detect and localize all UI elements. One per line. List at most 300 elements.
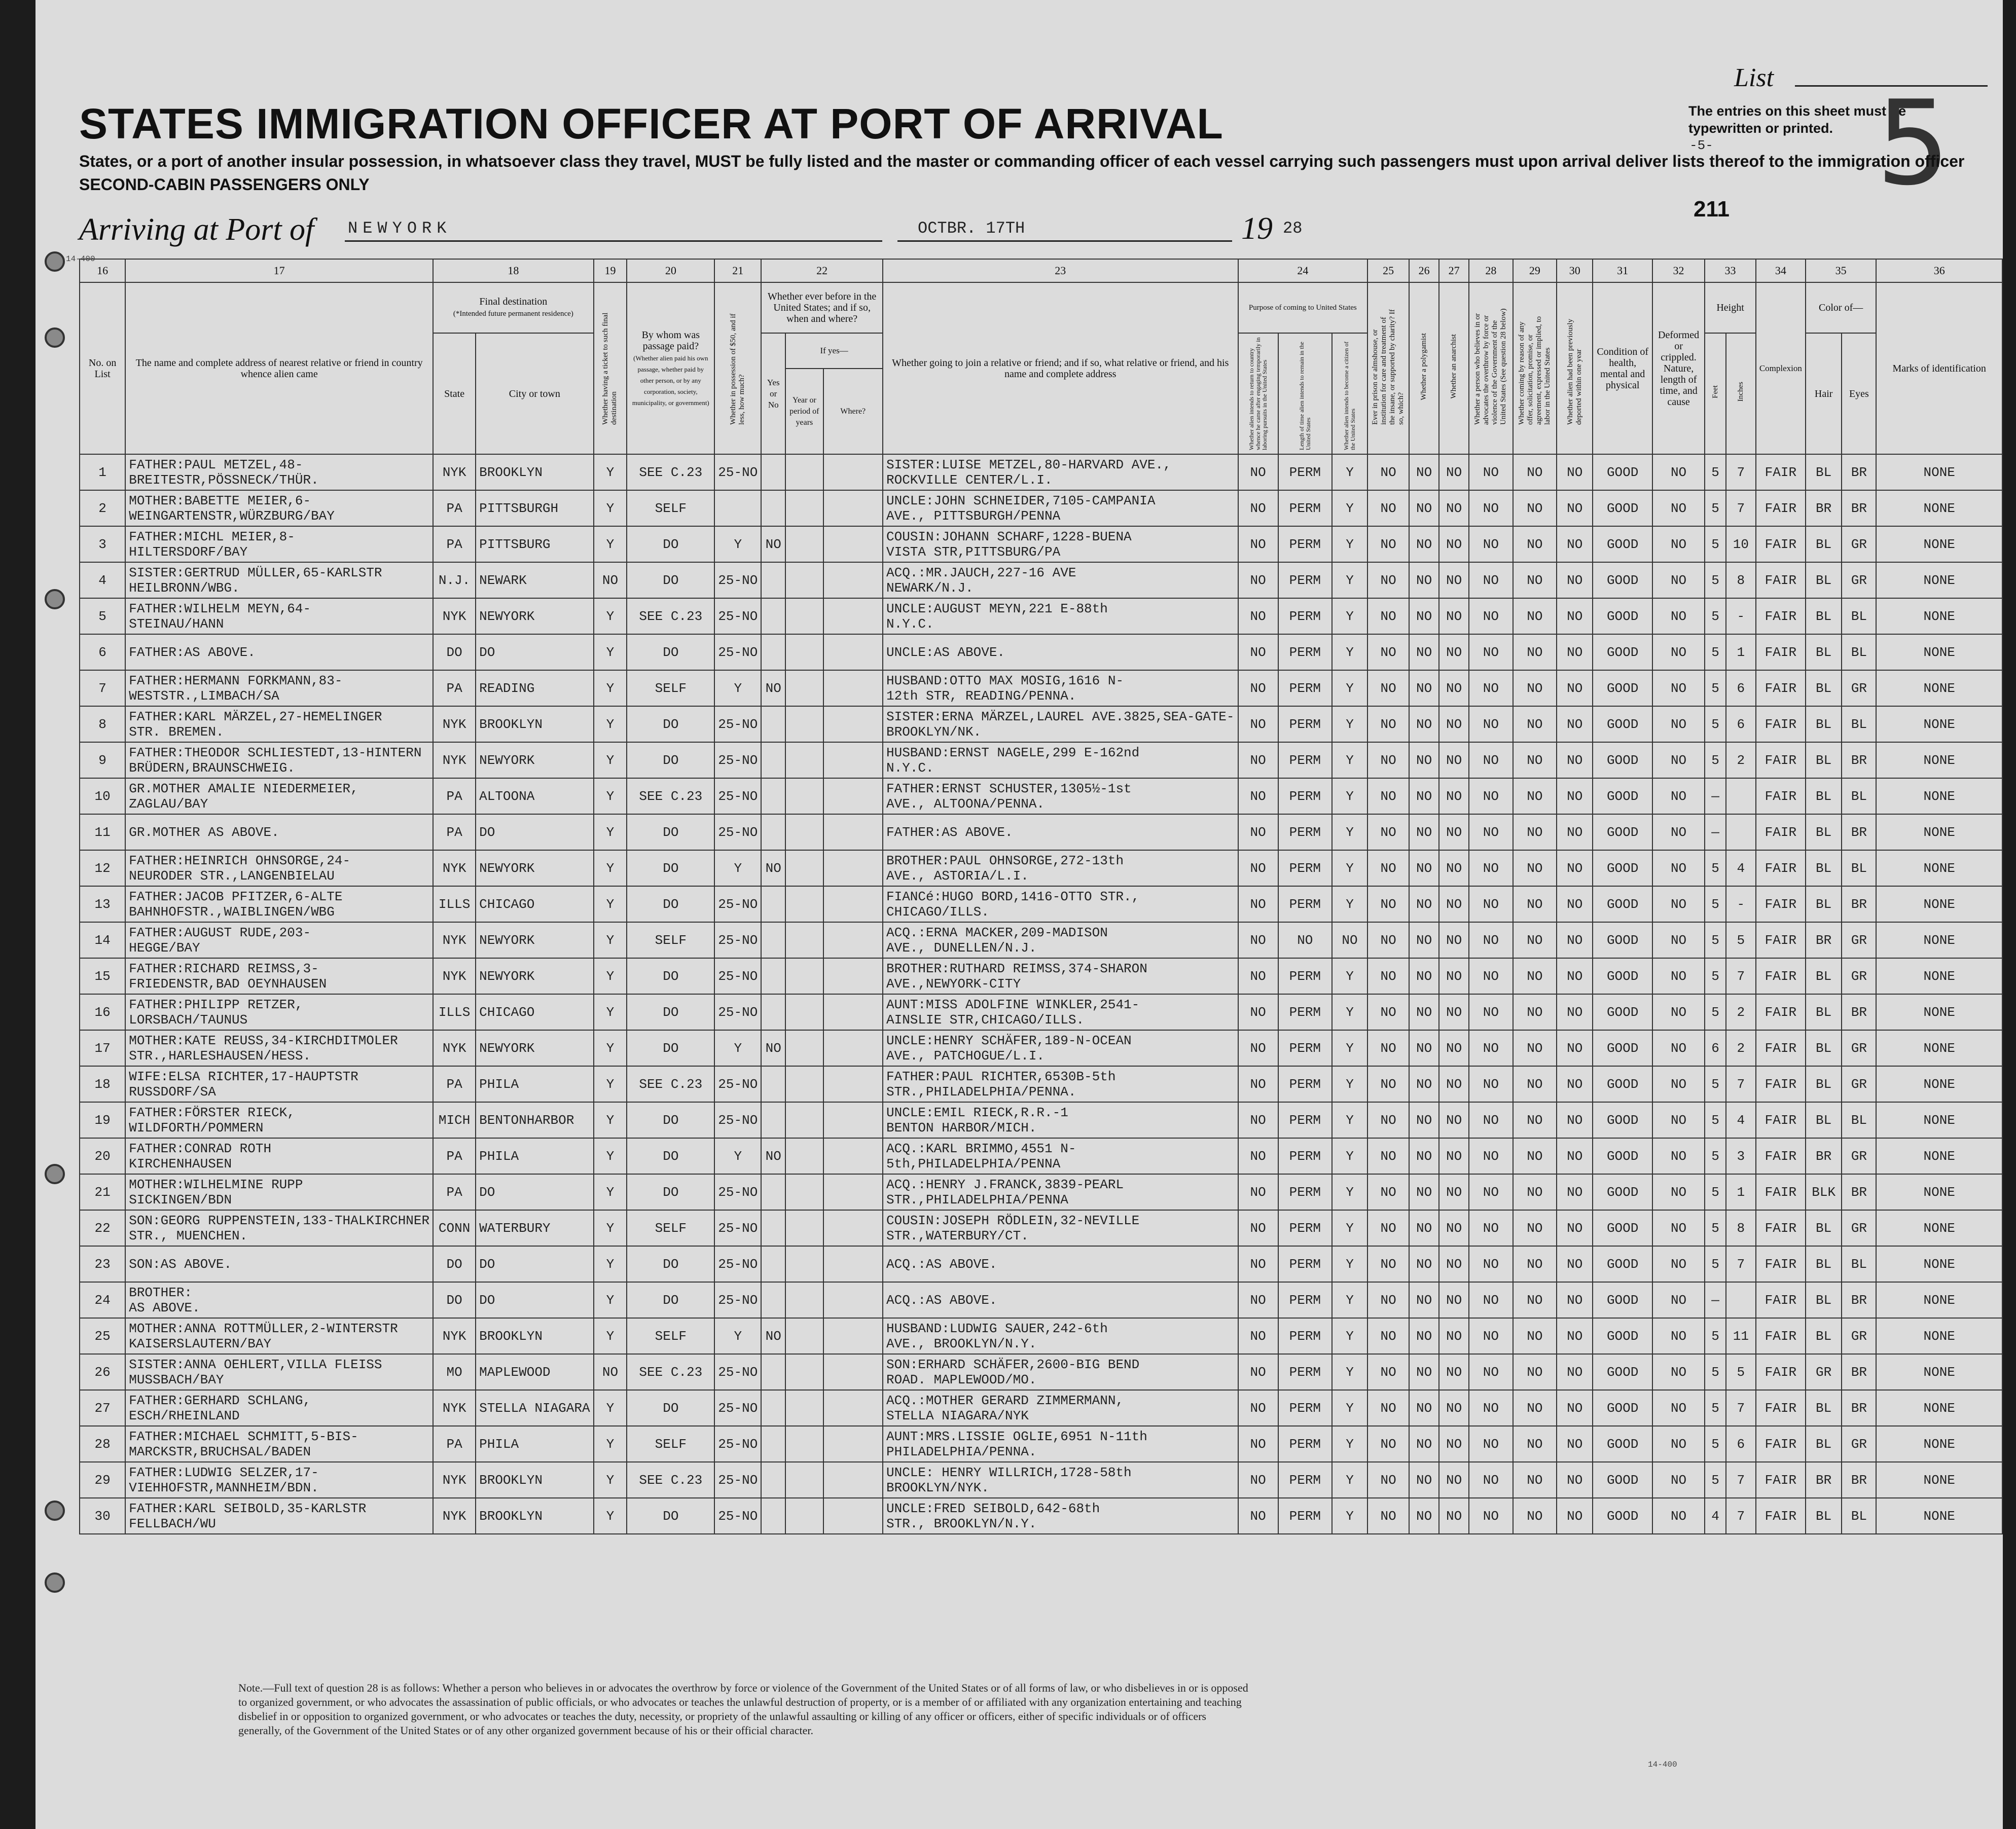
cell-money: 25-NO <box>714 1174 761 1210</box>
cell-relative-address <box>125 1462 433 1498</box>
sheet-small-number: -5- <box>1689 138 1713 153</box>
cell-before-in-us <box>761 1066 785 1102</box>
cell-passage-paid-by: DO <box>627 958 714 994</box>
joining-relative-line-1: SON:ERHARD SCHÄFER,2600-BIG BEND <box>886 1357 1140 1372</box>
cell-year-period <box>785 670 823 706</box>
cell-state: PA <box>433 814 476 850</box>
cell-purpose-citizen: Y <box>1332 1102 1367 1138</box>
cell-deformed: NO <box>1652 1282 1705 1318</box>
cell-joining-relative <box>883 994 1238 1030</box>
cell-height-feet: 6 <box>1705 1030 1726 1066</box>
cell-hair: BL <box>1806 958 1842 994</box>
cell-row-number: 8 <box>80 706 125 742</box>
relative-address-line-2: BREITESTR,PÖSSNECK/THÜR. <box>129 472 319 488</box>
cell-marks: NONE <box>1876 1318 2002 1354</box>
cell-joining-relative <box>883 1030 1238 1066</box>
cell-year-period <box>785 1354 823 1390</box>
c27-label: Whether an anarchist <box>1450 334 1458 399</box>
cell-passage-paid-by: SEE C.23 <box>627 598 714 634</box>
cell-purpose-citizen: Y <box>1332 958 1367 994</box>
cell-year-period <box>785 634 823 670</box>
cell-height-inches: 7 <box>1726 1246 1756 1282</box>
cell-height-feet: 5 <box>1705 454 1726 490</box>
cell-purpose-length: PERM <box>1278 1102 1332 1138</box>
cell-labor-offer: NO <box>1513 454 1557 490</box>
cell-passage-paid-by: DO <box>627 706 714 742</box>
cell-before-in-us: NO <box>761 670 785 706</box>
cell-height-feet: 5 <box>1705 1354 1726 1390</box>
cell-money: 25-NO <box>714 1210 761 1246</box>
cell-city: PHILA <box>476 1066 593 1102</box>
cell-height-feet: 5 <box>1705 994 1726 1030</box>
header-inches <box>1726 333 1756 454</box>
cell-purpose-return: NO <box>1238 1174 1278 1210</box>
cell-row-number: 21 <box>80 1174 125 1210</box>
cell-where <box>823 814 883 850</box>
cell-row-number: 23 <box>80 1246 125 1282</box>
binding-hole-icon <box>45 327 65 348</box>
cell-before-in-us <box>761 1354 785 1390</box>
cell-complexion: FAIR <box>1756 1282 1806 1318</box>
cell-overthrow: NO <box>1469 922 1513 958</box>
cell-marks: NONE <box>1876 1102 2002 1138</box>
cell-purpose-return: NO <box>1238 850 1278 886</box>
cell-joining-relative <box>883 1426 1238 1462</box>
cell-relative-address <box>125 1030 433 1066</box>
cell-eyes: GR <box>1842 1138 1876 1174</box>
col-num: 34 <box>1756 259 1806 282</box>
cell-ticket: Y <box>594 526 627 562</box>
cell-where <box>823 526 883 562</box>
cell-prison: NO <box>1367 526 1409 562</box>
cell-before-in-us <box>761 1246 785 1282</box>
joining-relative-line-2: N.Y.C. <box>886 760 934 776</box>
cell-anarchist: NO <box>1439 1318 1469 1354</box>
cell-relative-address <box>125 1426 433 1462</box>
cell-height-feet: 5 <box>1705 1174 1726 1210</box>
cell-eyes: BL <box>1842 598 1876 634</box>
cell-polygamist: NO <box>1409 1174 1439 1210</box>
cell-deformed: NO <box>1652 454 1705 490</box>
cell-city: DO <box>476 814 593 850</box>
cell-ticket: Y <box>594 886 627 922</box>
cell-eyes: BL <box>1842 778 1876 814</box>
cell-height-inches: 2 <box>1726 742 1756 778</box>
cell-deported: NO <box>1557 490 1593 526</box>
cell-deported: NO <box>1557 1138 1593 1174</box>
cell-complexion: FAIR <box>1756 850 1806 886</box>
col-num: 27 <box>1439 259 1469 282</box>
cell-polygamist: NO <box>1409 1246 1439 1282</box>
cell-labor-offer: NO <box>1513 742 1557 778</box>
cell-joining-relative <box>883 1354 1238 1390</box>
cell-deported: NO <box>1557 1426 1593 1462</box>
cell-where <box>823 1210 883 1246</box>
cell-overthrow: NO <box>1469 490 1513 526</box>
cell-joining-relative <box>883 1390 1238 1426</box>
cell-hair: BL <box>1806 1210 1842 1246</box>
cell-labor-offer: NO <box>1513 1030 1557 1066</box>
cell-complexion: FAIR <box>1756 1354 1806 1390</box>
cell-money: 25-NO <box>714 742 761 778</box>
cell-purpose-citizen: Y <box>1332 1066 1367 1102</box>
cell-passage-paid-by: DO <box>627 850 714 886</box>
cell-where <box>823 1318 883 1354</box>
cell-height-feet: 5 <box>1705 1138 1726 1174</box>
cell-city: NEWYORK <box>476 598 593 634</box>
date-line <box>897 240 1232 242</box>
cell-joining-relative <box>883 1246 1238 1282</box>
cell-relative-address <box>125 1318 433 1354</box>
cell-polygamist: NO <box>1409 1138 1439 1174</box>
cell-labor-offer: NO <box>1513 778 1557 814</box>
cell-joining-relative <box>883 454 1238 490</box>
cell-year-period <box>785 598 823 634</box>
cell-eyes: GR <box>1842 670 1876 706</box>
cell-purpose-return: NO <box>1238 922 1278 958</box>
cell-purpose-citizen: Y <box>1332 1138 1367 1174</box>
cell-prison: NO <box>1367 1246 1409 1282</box>
cell-height-feet: 5 <box>1705 1210 1726 1246</box>
cell-polygamist: NO <box>1409 1282 1439 1318</box>
cell-eyes: GR <box>1842 1318 1876 1354</box>
cell-deported: NO <box>1557 1174 1593 1210</box>
cell-complexion: FAIR <box>1756 526 1806 562</box>
cell-before-in-us <box>761 490 785 526</box>
cell-purpose-citizen: Y <box>1332 1246 1367 1282</box>
cell-money: 25-NO <box>714 562 761 598</box>
cell-height-inches: 8 <box>1726 1210 1756 1246</box>
cell-health: GOOD <box>1593 1066 1652 1102</box>
relative-address-line-1: MOTHER:KATE REUSS,34-KIRCHDITMOLER <box>129 1033 398 1048</box>
cell-eyes: GR <box>1842 562 1876 598</box>
cell-eyes: GR <box>1842 526 1876 562</box>
cell-prison: NO <box>1367 634 1409 670</box>
cell-complexion: FAIR <box>1756 1138 1806 1174</box>
cell-money: Y <box>714 526 761 562</box>
cell-where <box>823 1138 883 1174</box>
header-c30 <box>1557 282 1593 454</box>
joining-relative-line-1: BROTHER:RUTHARD REIMSS,374-SHARON <box>886 961 1147 976</box>
joining-relative-line-1: UNCLE:JOHN SCHNEIDER,7105-CAMPANIA <box>886 493 1156 508</box>
cell-relative-address <box>125 454 433 490</box>
cell-purpose-citizen: Y <box>1332 670 1367 706</box>
cell-joining-relative <box>883 634 1238 670</box>
cell-height-feet: 5 <box>1705 1246 1726 1282</box>
cell-joining-relative <box>883 490 1238 526</box>
cell-city: BENTONHARBOR <box>476 1102 593 1138</box>
cell-purpose-citizen: Y <box>1332 778 1367 814</box>
cell-row-number: 18 <box>80 1066 125 1102</box>
cell-purpose-length: PERM <box>1278 1246 1332 1282</box>
cell-labor-offer: NO <box>1513 670 1557 706</box>
cell-hair: BL <box>1806 1246 1842 1282</box>
cell-deported: NO <box>1557 1210 1593 1246</box>
cell-deported: NO <box>1557 1030 1593 1066</box>
cell-eyes: BR <box>1842 1390 1876 1426</box>
cell-city: DO <box>476 1246 593 1282</box>
relative-address-line-1: FATHER:MICHL MEIER,8- <box>129 529 295 544</box>
cell-prison: NO <box>1367 1318 1409 1354</box>
joining-relative-line-1: COUSIN:JOHANN SCHARF,1228-BUENA <box>886 529 1132 544</box>
relative-address-line-1: BROTHER: <box>129 1285 193 1300</box>
cell-row-number: 3 <box>80 526 125 562</box>
table-row <box>80 814 2002 850</box>
sheet-number: 5 <box>1876 76 1951 211</box>
cell-passage-paid-by: SEE C.23 <box>627 778 714 814</box>
cell-city: READING <box>476 670 593 706</box>
cell-city: BROOKLYN <box>476 454 593 490</box>
header-yes-no: Yes or No <box>761 333 785 454</box>
cell-complexion: FAIR <box>1756 922 1806 958</box>
cell-purpose-citizen: Y <box>1332 634 1367 670</box>
cell-money: 25-NO <box>714 994 761 1030</box>
cell-purpose-length: PERM <box>1278 1174 1332 1210</box>
cell-purpose-citizen: Y <box>1332 1318 1367 1354</box>
col-num: 28 <box>1469 259 1513 282</box>
table-row <box>80 994 2002 1030</box>
cell-hair: BL <box>1806 994 1842 1030</box>
cell-row-number: 28 <box>80 1426 125 1462</box>
cell-polygamist: NO <box>1409 1102 1439 1138</box>
relative-address-line-1: FATHER:FÖRSTER RIECK, <box>129 1105 295 1120</box>
by-whom-label: By whom was passage paid? <box>641 329 700 352</box>
relative-address-line-1: FATHER:CONRAD ROTH <box>129 1141 272 1156</box>
cell-where <box>823 634 883 670</box>
table-row <box>80 1282 2002 1318</box>
cell-row-number: 7 <box>80 670 125 706</box>
header-joining: Whether going to join a relative or friend; and if so, what relative or friend, and his name and complete address <box>883 282 1238 454</box>
col-num: 33 <box>1705 259 1756 282</box>
cell-polygamist: NO <box>1409 1498 1439 1534</box>
cell-marks: NONE <box>1876 1210 2002 1246</box>
cell-labor-offer: NO <box>1513 1138 1557 1174</box>
cell-city: PITTSBURGH <box>476 490 593 526</box>
cell-height-inches: 7 <box>1726 1390 1756 1426</box>
cell-money: 25-NO <box>714 454 761 490</box>
cell-polygamist: NO <box>1409 1462 1439 1498</box>
cell-labor-offer: NO <box>1513 526 1557 562</box>
cell-before-in-us <box>761 1462 785 1498</box>
form-number-bottom: 14-400 <box>1648 1760 1677 1769</box>
cell-relative-address <box>125 850 433 886</box>
col-num: 21 <box>714 259 761 282</box>
cell-complexion: FAIR <box>1756 742 1806 778</box>
cell-before-in-us <box>761 1210 785 1246</box>
cell-hair: BL <box>1806 562 1842 598</box>
cell-purpose-citizen: Y <box>1332 850 1367 886</box>
cell-state: N.J. <box>433 562 476 598</box>
cell-complexion: FAIR <box>1756 958 1806 994</box>
cell-state: PA <box>433 1174 476 1210</box>
cell-prison: NO <box>1367 1282 1409 1318</box>
port-of-arrival: NEWYORK <box>348 219 452 238</box>
cell-overthrow: NO <box>1469 850 1513 886</box>
cell-city: NEWYORK <box>476 922 593 958</box>
cell-state: MO <box>433 1354 476 1390</box>
cell-complexion: FAIR <box>1756 1318 1806 1354</box>
cell-deported: NO <box>1557 1282 1593 1318</box>
joining-relative-line-1: ACQ.:HENRY J.FRANCK,3839-PEARL <box>886 1177 1124 1192</box>
cell-hair: BR <box>1806 490 1842 526</box>
cell-year-period <box>785 1282 823 1318</box>
cell-before-in-us <box>761 994 785 1030</box>
cell-prison: NO <box>1367 742 1409 778</box>
cell-marks: NONE <box>1876 706 2002 742</box>
cell-prison: NO <box>1367 562 1409 598</box>
cell-before-in-us <box>761 1174 785 1210</box>
relative-address-line-2: WEINGARTENSTR,WÜRZBURG/BAY <box>129 508 335 524</box>
cell-money: Y <box>714 1030 761 1066</box>
cell-passage-paid-by: DO <box>627 1246 714 1282</box>
cell-overthrow: NO <box>1469 634 1513 670</box>
cell-city: PHILA <box>476 1138 593 1174</box>
cell-polygamist: NO <box>1409 742 1439 778</box>
cell-deported: NO <box>1557 850 1593 886</box>
cell-joining-relative <box>883 850 1238 886</box>
cell-relative-address <box>125 634 433 670</box>
relative-address-line-1: SISTER:ANNA OEHLERT,VILLA FLEISS <box>129 1357 382 1372</box>
cell-deformed: NO <box>1652 742 1705 778</box>
cell-hair: BL <box>1806 814 1842 850</box>
cell-purpose-length: PERM <box>1278 1138 1332 1174</box>
cell-city: DO <box>476 634 593 670</box>
cell-where <box>823 1282 883 1318</box>
cell-purpose-length: PERM <box>1278 994 1332 1030</box>
cell-complexion: FAIR <box>1756 778 1806 814</box>
table-row <box>80 562 2002 598</box>
cell-ticket: Y <box>594 1390 627 1426</box>
cell-anarchist: NO <box>1439 670 1469 706</box>
cell-joining-relative <box>883 1138 1238 1174</box>
relative-address-line-1: SISTER:GERTRUD MÜLLER,65-KARLSTR <box>129 565 382 580</box>
cell-deformed: NO <box>1652 1138 1705 1174</box>
cell-deformed: NO <box>1652 706 1705 742</box>
cell-passage-paid-by: DO <box>627 562 714 598</box>
cell-polygamist: NO <box>1409 886 1439 922</box>
cell-height-inches: 6 <box>1726 706 1756 742</box>
cell-joining-relative <box>883 670 1238 706</box>
cell-polygamist: NO <box>1409 778 1439 814</box>
cell-height-feet: 5 <box>1705 1066 1726 1102</box>
col-num: 16 <box>80 259 125 282</box>
cell-year-period <box>785 814 823 850</box>
cell-eyes: BR <box>1842 1282 1876 1318</box>
cell-height-inches: 7 <box>1726 1066 1756 1102</box>
col-num: 19 <box>594 259 627 282</box>
joining-relative-line-2: STR.,PHILADELPHIA/PENNA <box>886 1192 1068 1208</box>
cell-health: GOOD <box>1593 1138 1652 1174</box>
cell-deported: NO <box>1557 1390 1593 1426</box>
header-purpose: Purpose of coming to United States <box>1238 282 1368 333</box>
cell-prison: NO <box>1367 1390 1409 1426</box>
cell-purpose-return: NO <box>1238 1102 1278 1138</box>
cell-ticket: Y <box>594 742 627 778</box>
cell-height-feet: 5 <box>1705 1318 1726 1354</box>
cell-anarchist: NO <box>1439 778 1469 814</box>
cell-hair: BL <box>1806 670 1842 706</box>
cell-height-inches: 4 <box>1726 1102 1756 1138</box>
cell-joining-relative <box>883 778 1238 814</box>
cell-state: NYK <box>433 922 476 958</box>
cell-anarchist: NO <box>1439 1462 1469 1498</box>
cell-city: MAPLEWOOD <box>476 1354 593 1390</box>
header-color-of: Color of— <box>1806 282 1876 333</box>
cell-relative-address <box>125 598 433 634</box>
cell-joining-relative <box>883 958 1238 994</box>
header-height: Height <box>1705 282 1756 333</box>
cell-deformed: NO <box>1652 886 1705 922</box>
c28-label: Whether a person who believes in or advocates the overthrow by force or violence of the Government of the United States (See question 28 below) <box>1473 308 1508 425</box>
cell-purpose-length: PERM <box>1278 1462 1332 1498</box>
cell-labor-offer: NO <box>1513 1318 1557 1354</box>
cell-state: NYK <box>433 706 476 742</box>
cell-purpose-citizen: NO <box>1332 922 1367 958</box>
joining-relative-line-2: ROAD. MAPLEWOOD/MO. <box>886 1372 1037 1387</box>
relative-address-line-2: RUSSDORF/SA <box>129 1084 216 1100</box>
cell-hair: BLK <box>1806 1174 1842 1210</box>
cell-marks: NONE <box>1876 1246 2002 1282</box>
cell-health: GOOD <box>1593 886 1652 922</box>
header-where: Where? <box>823 369 883 454</box>
cell-ticket: Y <box>594 958 627 994</box>
cell-city: NEWYORK <box>476 742 593 778</box>
cell-ticket: Y <box>594 1462 627 1498</box>
relative-address-line-1: SON:AS ABOVE. <box>129 1256 232 1272</box>
cell-overthrow: NO <box>1469 994 1513 1030</box>
cell-where <box>823 850 883 886</box>
cell-where <box>823 706 883 742</box>
cell-joining-relative <box>883 706 1238 742</box>
cell-complexion: FAIR <box>1756 1102 1806 1138</box>
cell-marks: NONE <box>1876 454 2002 490</box>
cell-anarchist: NO <box>1439 598 1469 634</box>
cell-height-inches: 7 <box>1726 1498 1756 1534</box>
arriving-label: Arriving at Port of <box>79 212 314 247</box>
table-row <box>80 1390 2002 1426</box>
col-num: 20 <box>627 259 714 282</box>
cell-purpose-length: PERM <box>1278 670 1332 706</box>
cell-row-number: 10 <box>80 778 125 814</box>
cell-labor-offer: NO <box>1513 1246 1557 1282</box>
cell-year-period <box>785 958 823 994</box>
relative-address-line-1: SON:GEORG RUPPENSTEIN,133-THALKIRCHNER <box>129 1213 430 1228</box>
table-row <box>80 1174 2002 1210</box>
cell-marks: NONE <box>1876 742 2002 778</box>
header-if-yes: If yes— <box>785 333 883 369</box>
table-row <box>80 850 2002 886</box>
cell-city: DO <box>476 1282 593 1318</box>
cell-health: GOOD <box>1593 670 1652 706</box>
joining-relative-line-1: ACQ.:MR.JAUCH,227-16 AVE <box>886 565 1076 580</box>
cell-purpose-length: PERM <box>1278 814 1332 850</box>
cell-anarchist: NO <box>1439 814 1469 850</box>
cell-height-inches: 7 <box>1726 454 1756 490</box>
cell-purpose-return: NO <box>1238 1498 1278 1534</box>
header-c28 <box>1469 282 1513 454</box>
cell-eyes: BR <box>1842 490 1876 526</box>
joining-relative-line-1: ACQ.:KARL BRIMMO,4551 N- <box>886 1141 1076 1156</box>
cell-before-in-us: NO <box>761 1318 785 1354</box>
cell-height-feet: 5 <box>1705 1390 1726 1426</box>
cell-complexion: FAIR <box>1756 994 1806 1030</box>
cell-marks: NONE <box>1876 562 2002 598</box>
joining-relative-line-1: SISTER:LUISE METZEL,80-HARVARD AVE., <box>886 457 1171 472</box>
cell-state: MICH <box>433 1102 476 1138</box>
cell-labor-offer: NO <box>1513 1354 1557 1390</box>
cell-deformed: NO <box>1652 670 1705 706</box>
cell-marks: NONE <box>1876 850 2002 886</box>
